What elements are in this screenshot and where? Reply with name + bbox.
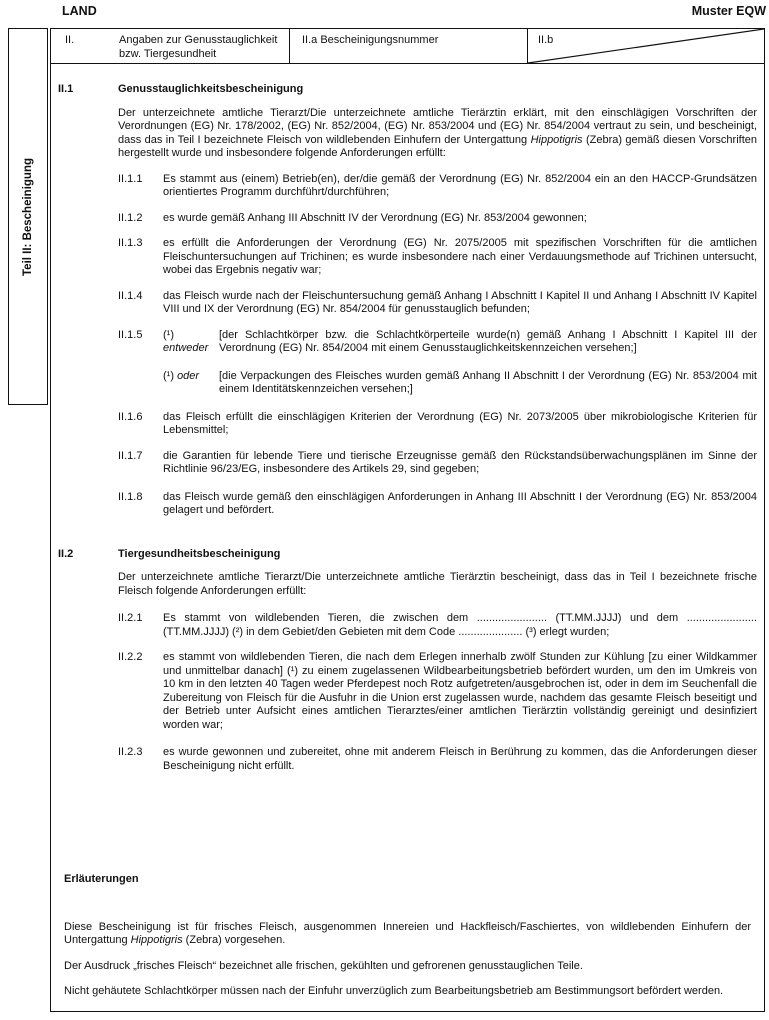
country-header: LAND — [62, 4, 97, 18]
item-text: es stammt von wildlebenden Tieren, die nach dem Erlegen innerhalb zwölf Stunden zur Kühlung [zu einer Wildkammer und unmittelbar danach] (¹) zu einem zugelassenen Wildbearbeitungsbetrieb befördert wurden, um den im Umkreis von 10 km in den letzten 40 Tagen weder Pferdepest noch Rotz aufgetreten/ausgebrochen ist, oder in dem im Seuchenfall die Zubereitung von Fleisch für die Ausfuhr in die Union erst zugelassen wurde, nachdem das gesamte Fleisch beseitigt und der Betrieb unter Aufsicht eines amtlichen Tierarztes/einer amtlichen Tierärztin vollständig gereinigt und desinfiziert worden war; — [163, 651, 757, 731]
header-cell-ii-number: II. — [65, 34, 75, 46]
item-text: das Fleisch erfüllt die einschlägigen Kriterien der Verordnung (EG) Nr. 2073/2005 über mikrobiologische Kriterien für Lebensmittel; — [163, 410, 757, 436]
certificate-item — [118, 173, 757, 200]
section-ii1-intro-pre: Der unterzeichnete amtliche Tierarzt/Die unterzeichnete amtliche Tierärztin erklärt, mit den einschlägigen Vorschriften der Verordnungen (EG) Nr. 178/2002, (EG) Nr. 852/2004, (EG) Nr. 853/2004 und (EG) Nr. 854/2004 vertraut zu sein, und bescheinigt, dass das in Teil I bezeichnete Fleisch von wildlebenden Einhufern der Untergattung — [118, 106, 757, 146]
section-ii1-title: Genusstauglichkeitsbescheinigung — [118, 83, 304, 95]
item-text: es wurde gemäß Anhang III Abschnitt IV der Verordnung (EG) Nr. 853/2004 gewonnen; — [163, 211, 587, 224]
note-paragraph — [64, 921, 751, 948]
certificate-body — [51, 83, 764, 999]
part-ii-sidebar — [8, 28, 48, 405]
header-cell-iia-label: II.a Bescheinigungsnummer — [302, 34, 439, 46]
section-ii1-intro — [118, 107, 757, 161]
item-number: II.2.3 — [118, 746, 143, 758]
section-ii1-number: II.1 — [58, 83, 74, 95]
note-paragraph: Nicht gehäutete Schlachtkörper müssen nach der Einfuhr unverzüglich zum Bearbeitungsbetrieb am Bestimmungsort befördert werden. — [64, 985, 724, 997]
certificate-item — [118, 491, 757, 518]
option-text: [die Verpackungen des Fleisches wurden gemäß Anhang II Abschnitt I der Verordnung (EG) Nr. 853/2004 mit einem Identitätskennzeichen versehen;] — [219, 369, 757, 395]
certificate-item — [118, 212, 757, 226]
header-cell-iia — [290, 29, 528, 63]
item-text: das Fleisch wurde gemäß den einschlägigen Anforderungen in Anhang III Abschnitt I der Verordnung (EG) Nr. 853/2004 gelagert und befördert. — [163, 490, 757, 516]
certificate-item — [118, 746, 757, 773]
item-number: II.1.3 — [118, 237, 143, 249]
item-number: II.1.7 — [118, 449, 143, 462]
item-text: es wurde gewonnen und zubereitet, ohne mit anderem Fleisch in Berührung zu kommen, das die Anforderungen dieser Bescheinigung nicht erfüllt. — [163, 746, 757, 772]
item-number: II.1.8 — [118, 490, 143, 503]
item-text: das Fleisch wurde nach der Fleischuntersuchung gemäß Anhang I Abschnitt I Kapitel II und Anhang I Abschnitt IV Kapitel VIII und IX der Verordnung (EG) Nr. 854/2004 für genusstauglich befunden; — [163, 289, 757, 315]
item-text: Es stammt von wildlebenden Tieren, die zwischen dem ....................... (TT.MM.JJJJ) und dem ....................... (TT.MM.JJJJ) (²) in dem Gebiet/den Gebieten mit dem Code ..................... (³) erlegt wurden; — [163, 612, 757, 638]
certificate-header-row — [51, 29, 764, 64]
option-entweder — [163, 329, 757, 356]
header-cell-iib — [528, 29, 764, 63]
note-paragraph-species: Hippotigris — [130, 934, 183, 946]
option-text: [der Schlachtkörper bzw. die Schlachtkörperteile wurde(n) gemäß Anhang I Abschnitt I Kapitel III der Verordnung (EG) Nr. 854/2004 mit einem Genusstauglichkeitskennzeichen versehen;] — [219, 328, 757, 354]
item-number: II.2.2 — [118, 651, 143, 663]
option-oder — [163, 370, 757, 397]
model-header: Muster EQW — [691, 4, 766, 18]
note-paragraph: Der Ausdruck „frisches Fleisch“ bezeichnet alle frischen, gekühlten und gefrorenen genusstauglichen Teile. — [64, 959, 583, 972]
certificate-part-ii-box — [50, 28, 765, 1012]
section-ii1-intro-species: Hippotigris — [530, 133, 583, 146]
header-cell-ii-label: Angaben zur Genusstauglichkeit bzw. Tiergesundheit — [119, 34, 278, 60]
note-paragraph-post: (Zebra) vorgesehen. — [182, 934, 286, 946]
certificate-item — [118, 290, 757, 317]
section-ii1-heading — [58, 83, 757, 97]
item-text: die Garantien für lebende Tiere und tierische Erzeugnisse gemäß den Rückstandsüberwachungsplänen im Sinne der Richtlinie 96/23/EG, insbesondere des Artikels 29, sind gegeben; — [163, 449, 757, 475]
notes-heading: Erläuterungen — [64, 873, 139, 885]
certificate-item — [118, 237, 757, 278]
certificate-item — [118, 651, 757, 732]
certificate-item-alternatives — [118, 329, 757, 397]
item-number: II.1.5 — [118, 328, 143, 341]
certificate-item — [118, 450, 757, 477]
section-ii2-title: Tiergesundheitsbescheinigung — [118, 547, 281, 560]
option-word: oder — [177, 369, 200, 382]
certificate-item — [118, 411, 757, 438]
item-number: II.2.1 — [118, 612, 143, 624]
item-number: II.1.1 — [118, 172, 143, 185]
item-number: II.1.2 — [118, 211, 143, 224]
section-ii2-heading — [58, 548, 757, 562]
footnote-marker: (¹) — [163, 328, 174, 341]
option-label — [163, 370, 219, 397]
section-ii2-number: II.2 — [58, 547, 74, 560]
item-number: II.1.6 — [118, 410, 143, 423]
diagonal-strikethrough-line — [528, 29, 764, 63]
note-paragraph-pre: Diese Bescheinigung ist für frisches Fleisch, ausgenommen Innereien und Hackfleisch/Faschiertes, von wildlebenden Einhufern der Untergattung — [64, 920, 751, 946]
item-text: Es stammt aus (einem) Betrieb(en), der/die gemäß der Verordnung (EG) Nr. 852/2004 ein an den HACCP-Grundsätzen orientiertes Programm durchführt/durchführen; — [163, 172, 757, 198]
section-ii2-intro: Der unterzeichnete amtliche Tierarzt/Die unterzeichnete amtliche Tierärztin bescheinigt, dass das in Teil I bezeichnete frische Fleisch folgende Anforderungen erfüllt: — [118, 571, 757, 597]
footnote-marker: (¹) — [163, 369, 174, 382]
option-label — [163, 329, 219, 356]
section-ii1-intro-post: (Zebra) gemäß diesen Vorschriften hergestellt wurde und insbesondere folgende Anforderungen erfüllt: — [118, 133, 757, 159]
header-cell-ii — [51, 29, 290, 63]
sidebar-label: Teil II: Bescheinigung — [22, 157, 34, 276]
item-text: es erfüllt die Anforderungen der Verordnung (EG) Nr. 2075/2005 mit spezifischen Vorschriften für die amtlichen Fleischuntersuchungen auf Trichinen; es wurde insbesondere nach einer Verdauungsmethode auf Trichinen untersucht, wobei das Ergebnis negativ war; — [163, 237, 757, 276]
option-word: entweder — [163, 342, 209, 354]
item-number: II.1.4 — [118, 289, 143, 302]
item-alternative-options — [163, 329, 757, 397]
certificate-item — [118, 612, 757, 639]
header-cell-iib-label: II.b — [538, 34, 554, 46]
